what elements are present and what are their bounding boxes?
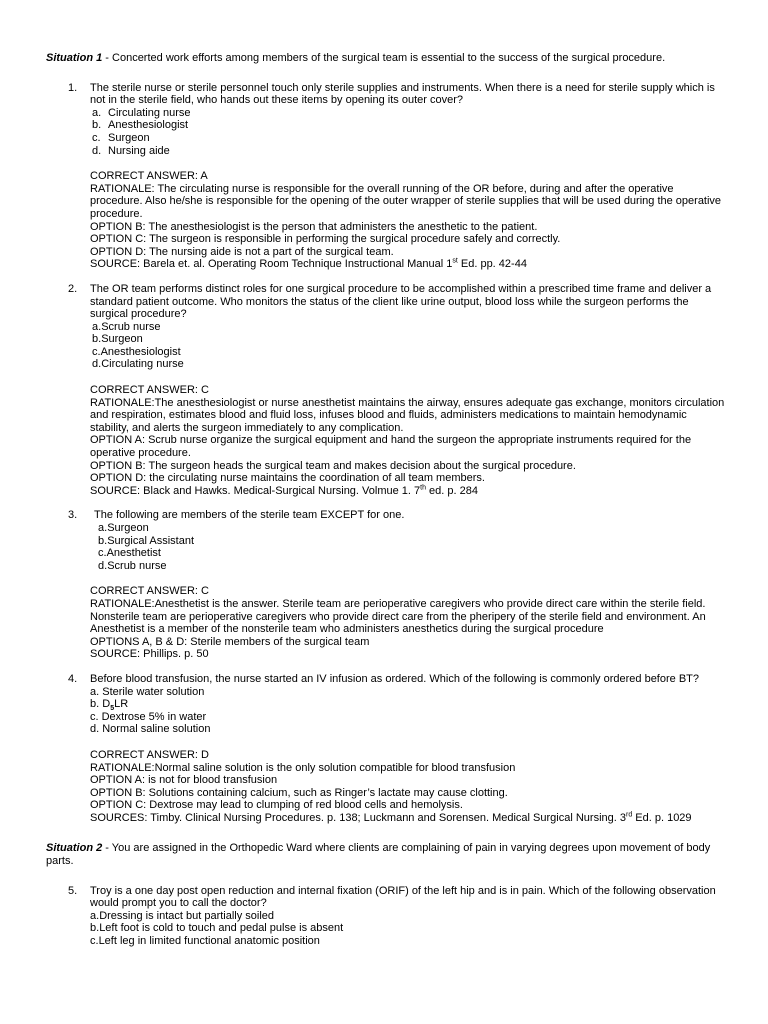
options-abd-explanation: OPTIONS A, B & D: Sterile members of the surgical team: [90, 635, 370, 648]
option-text: Surgeon: [101, 333, 143, 346]
option-list: [92, 107, 728, 157]
situation-2-intro: [46, 842, 728, 867]
option-item: [92, 132, 728, 145]
option-item: [92, 119, 728, 132]
correct-answer: CORRECT ANSWER: A: [90, 170, 208, 183]
option-c-explanation: OPTION C: The surgeon is responsible in performing the surgical procedure safely and correctly.: [90, 233, 561, 246]
option-list: [92, 321, 728, 371]
source-text: SOURCES: Timby. Clinical Nursing Procedures. p. 138; Luckmann and Sorensen. Medical Surgical Nursing. 3: [90, 811, 626, 824]
source-superscript: rd: [625, 811, 633, 819]
option-item: [90, 698, 728, 711]
option-b-explanation: OPTION B: The surgeon heads the surgical team and makes decision about the surgical procedure.: [90, 459, 576, 472]
option-item: a. Sterile water solution: [90, 685, 205, 698]
source-text: SOURCE: Black and Hawks. Medical-Surgical Nursing. Volmue 1. 7: [90, 484, 421, 497]
rationale: RATIONALE:Normal saline solution is the only solution compatible for blood transfusion: [90, 761, 516, 774]
option-a-explanation: OPTION A: Scrub nurse organize the surgical equipment and hand the surgeon the appropriate instruments required for the operative procedure.: [90, 434, 692, 460]
question-4: [46, 673, 728, 825]
question-2: [46, 283, 728, 498]
rationale: RATIONALE:The anesthesiologist or nurse anesthetist maintains the airway, ensures adequate gas exchange, monitors circulation and respiration, estimates blood and fluid loss, infuses blood and fluids, administers medications to maintain hemodynamic stability, and alerts the surgeon immediately to any complication.: [90, 396, 725, 434]
option-text: Scrub nurse: [101, 320, 161, 333]
question-stem: Before blood transfusion, the nurse started an IV infusion as ordered. Which of the following is commonly ordered before BT?: [90, 672, 699, 685]
option-text: b. D: [90, 698, 111, 711]
question-number: 3.: [68, 509, 78, 522]
option-letter: c.: [98, 547, 107, 560]
option-letter: b.: [90, 922, 100, 935]
option-text: Left leg in limited functional anatomic position: [98, 935, 320, 948]
question-number: 5.: [68, 884, 78, 897]
option-subscript: 5: [110, 705, 115, 713]
question-1: [46, 82, 728, 271]
option-d-explanation: OPTION D: the circulating nurse maintains the coordination of all team members.: [90, 472, 485, 485]
option-item: [92, 333, 728, 346]
option-item: [90, 935, 728, 948]
option-b-explanation: OPTION B: Solutions containing calcium, such as Ringer’s lactate may cause clotting.: [90, 786, 508, 799]
option-text: Anesthetist: [106, 547, 161, 560]
option-text: Left foot is cold to touch and pedal pulse is absent: [99, 922, 344, 935]
rationale: RATIONALE:Anesthetist is the answer. Sterile team are perioperative caregivers who provide direct care within the sterile field. Nonsterile team are perioperative caregivers who provide direct care from the pheripery of the sterile field and environment. An Anesthetist is a member of the nonsterile team who administers anesthetics during the surgical procedure: [90, 597, 706, 636]
option-a-explanation: OPTION A: is not for blood transfusion: [90, 774, 278, 787]
option-d-explanation: OPTION D: The nursing aide is not a part of the surgical team.: [90, 245, 394, 258]
option-letter: b.: [98, 534, 108, 547]
option-text: Surgeon: [108, 131, 150, 144]
option-letter: d.: [92, 144, 102, 157]
option-letter: d.: [98, 559, 108, 572]
option-text: Surgeon: [107, 522, 149, 534]
option-item: [98, 535, 728, 548]
source: [90, 812, 728, 825]
option-text: Surgical Assistant: [107, 534, 195, 547]
option-item: [92, 346, 728, 359]
option-letter: d.: [92, 358, 102, 371]
option-letter: c.: [92, 345, 101, 358]
source-text-end: Ed. p. 1029: [632, 811, 692, 824]
source-text-end: ed. p. 284: [425, 484, 478, 497]
option-letter: a.: [90, 909, 100, 922]
source: [90, 485, 728, 498]
option-item: [92, 358, 728, 371]
source-superscript: th: [420, 484, 426, 492]
option-letter: a.: [98, 522, 108, 534]
source-superscript: st: [452, 257, 458, 265]
option-text: Scrub nurse: [107, 559, 167, 572]
source: [90, 258, 728, 271]
source-text: SOURCE: Barela et. al. Operating Room Technique Instructional Manual 1: [90, 258, 453, 271]
correct-answer: CORRECT ANSWER: C: [90, 585, 209, 598]
option-item: c. Dextrose 5% in water: [90, 710, 207, 723]
option-list: [90, 910, 728, 948]
option-item: [92, 107, 728, 120]
option-list: [98, 522, 728, 572]
option-letter: b.: [92, 333, 102, 346]
option-text-end: LR: [114, 698, 129, 711]
question-stem: The sterile nurse or sterile personnel touch only sterile supplies and instruments. When there is a need for sterile supply which is not in the sterile field, who hands out these items by opening its outer cover?: [90, 81, 715, 107]
option-letter: a.: [92, 320, 102, 333]
situation-2-text: - You are assigned in the Orthopedic Ward where clients are complaining of pain in varying degrees upon movement of body parts.: [46, 842, 711, 868]
option-letter: a.: [92, 106, 102, 119]
answer-block: [90, 384, 728, 497]
option-letter: c.: [90, 935, 99, 948]
answer-block: [90, 749, 728, 825]
option-c-explanation: OPTION C: Dextrose may lead to clumping of red blood cells and hemolysis.: [90, 799, 463, 812]
option-item: [98, 522, 728, 535]
option-item: [98, 547, 728, 560]
correct-answer: CORRECT ANSWER: C: [90, 384, 209, 397]
rationale: RATIONALE: The circulating nurse is responsible for the overall running of the OR before, during and after the operative procedure. Also he/she is responsible for the opening of the outer wrapper of sterile supplies that will be used during the operative procedure.: [90, 182, 722, 220]
situation-1-text: - Concerted work efforts among members of the surgical team is essential to the success of the surgical procedure.: [102, 52, 666, 64]
option-item: [98, 560, 728, 573]
question-5: [46, 885, 728, 948]
option-item: [90, 910, 728, 923]
option-letter: b.: [92, 119, 102, 132]
situation-1-label: Situation 1: [46, 52, 103, 64]
situation-1-intro: [46, 52, 728, 65]
option-item: d. Normal saline solution: [90, 723, 211, 736]
option-text: Circulating nurse: [101, 358, 184, 371]
option-text: Anesthesiologist: [100, 345, 181, 358]
correct-answer: CORRECT ANSWER: D: [90, 748, 209, 761]
source-text-end: Ed. pp. 42-44: [457, 258, 527, 271]
option-text: Anesthesiologist: [108, 119, 189, 132]
option-list: [90, 686, 728, 736]
question-stem: The following are members of the sterile team EXCEPT for one.: [94, 509, 405, 522]
question-number: 1.: [68, 81, 78, 94]
option-letter: c.: [92, 131, 101, 144]
question-number: 2.: [68, 282, 78, 295]
option-text: Nursing aide: [108, 144, 170, 157]
question-number: 4.: [68, 672, 78, 685]
question-stem: Troy is a one day post open reduction and internal fixation (ORIF) of the left hip and is in pain. Which of the following observation would prompt you to call the doctor?: [90, 884, 716, 910]
option-text: Dressing is intact but partially soiled: [99, 909, 275, 922]
question-stem: The OR team performs distinct roles for one surgical procedure to be accomplished within a prescribed time frame and deliver a standard patient outcome. Who monitors the status of the client like urine output, blood loss while the surgeon performs the surgical procedure?: [90, 282, 712, 321]
question-3: [46, 509, 728, 661]
option-text: Circulating nurse: [108, 106, 191, 119]
situation-2-label: Situation 2: [46, 842, 103, 855]
answer-block: [90, 170, 728, 271]
source: SOURCE: Phillips. p. 50: [90, 648, 209, 661]
option-item: [92, 145, 728, 158]
option-b-explanation: OPTION B: The anesthesiologist is the person that administers the anesthetic to the patient.: [90, 220, 538, 233]
option-item: [92, 321, 728, 334]
answer-block: [90, 585, 728, 661]
option-item: [90, 922, 728, 935]
